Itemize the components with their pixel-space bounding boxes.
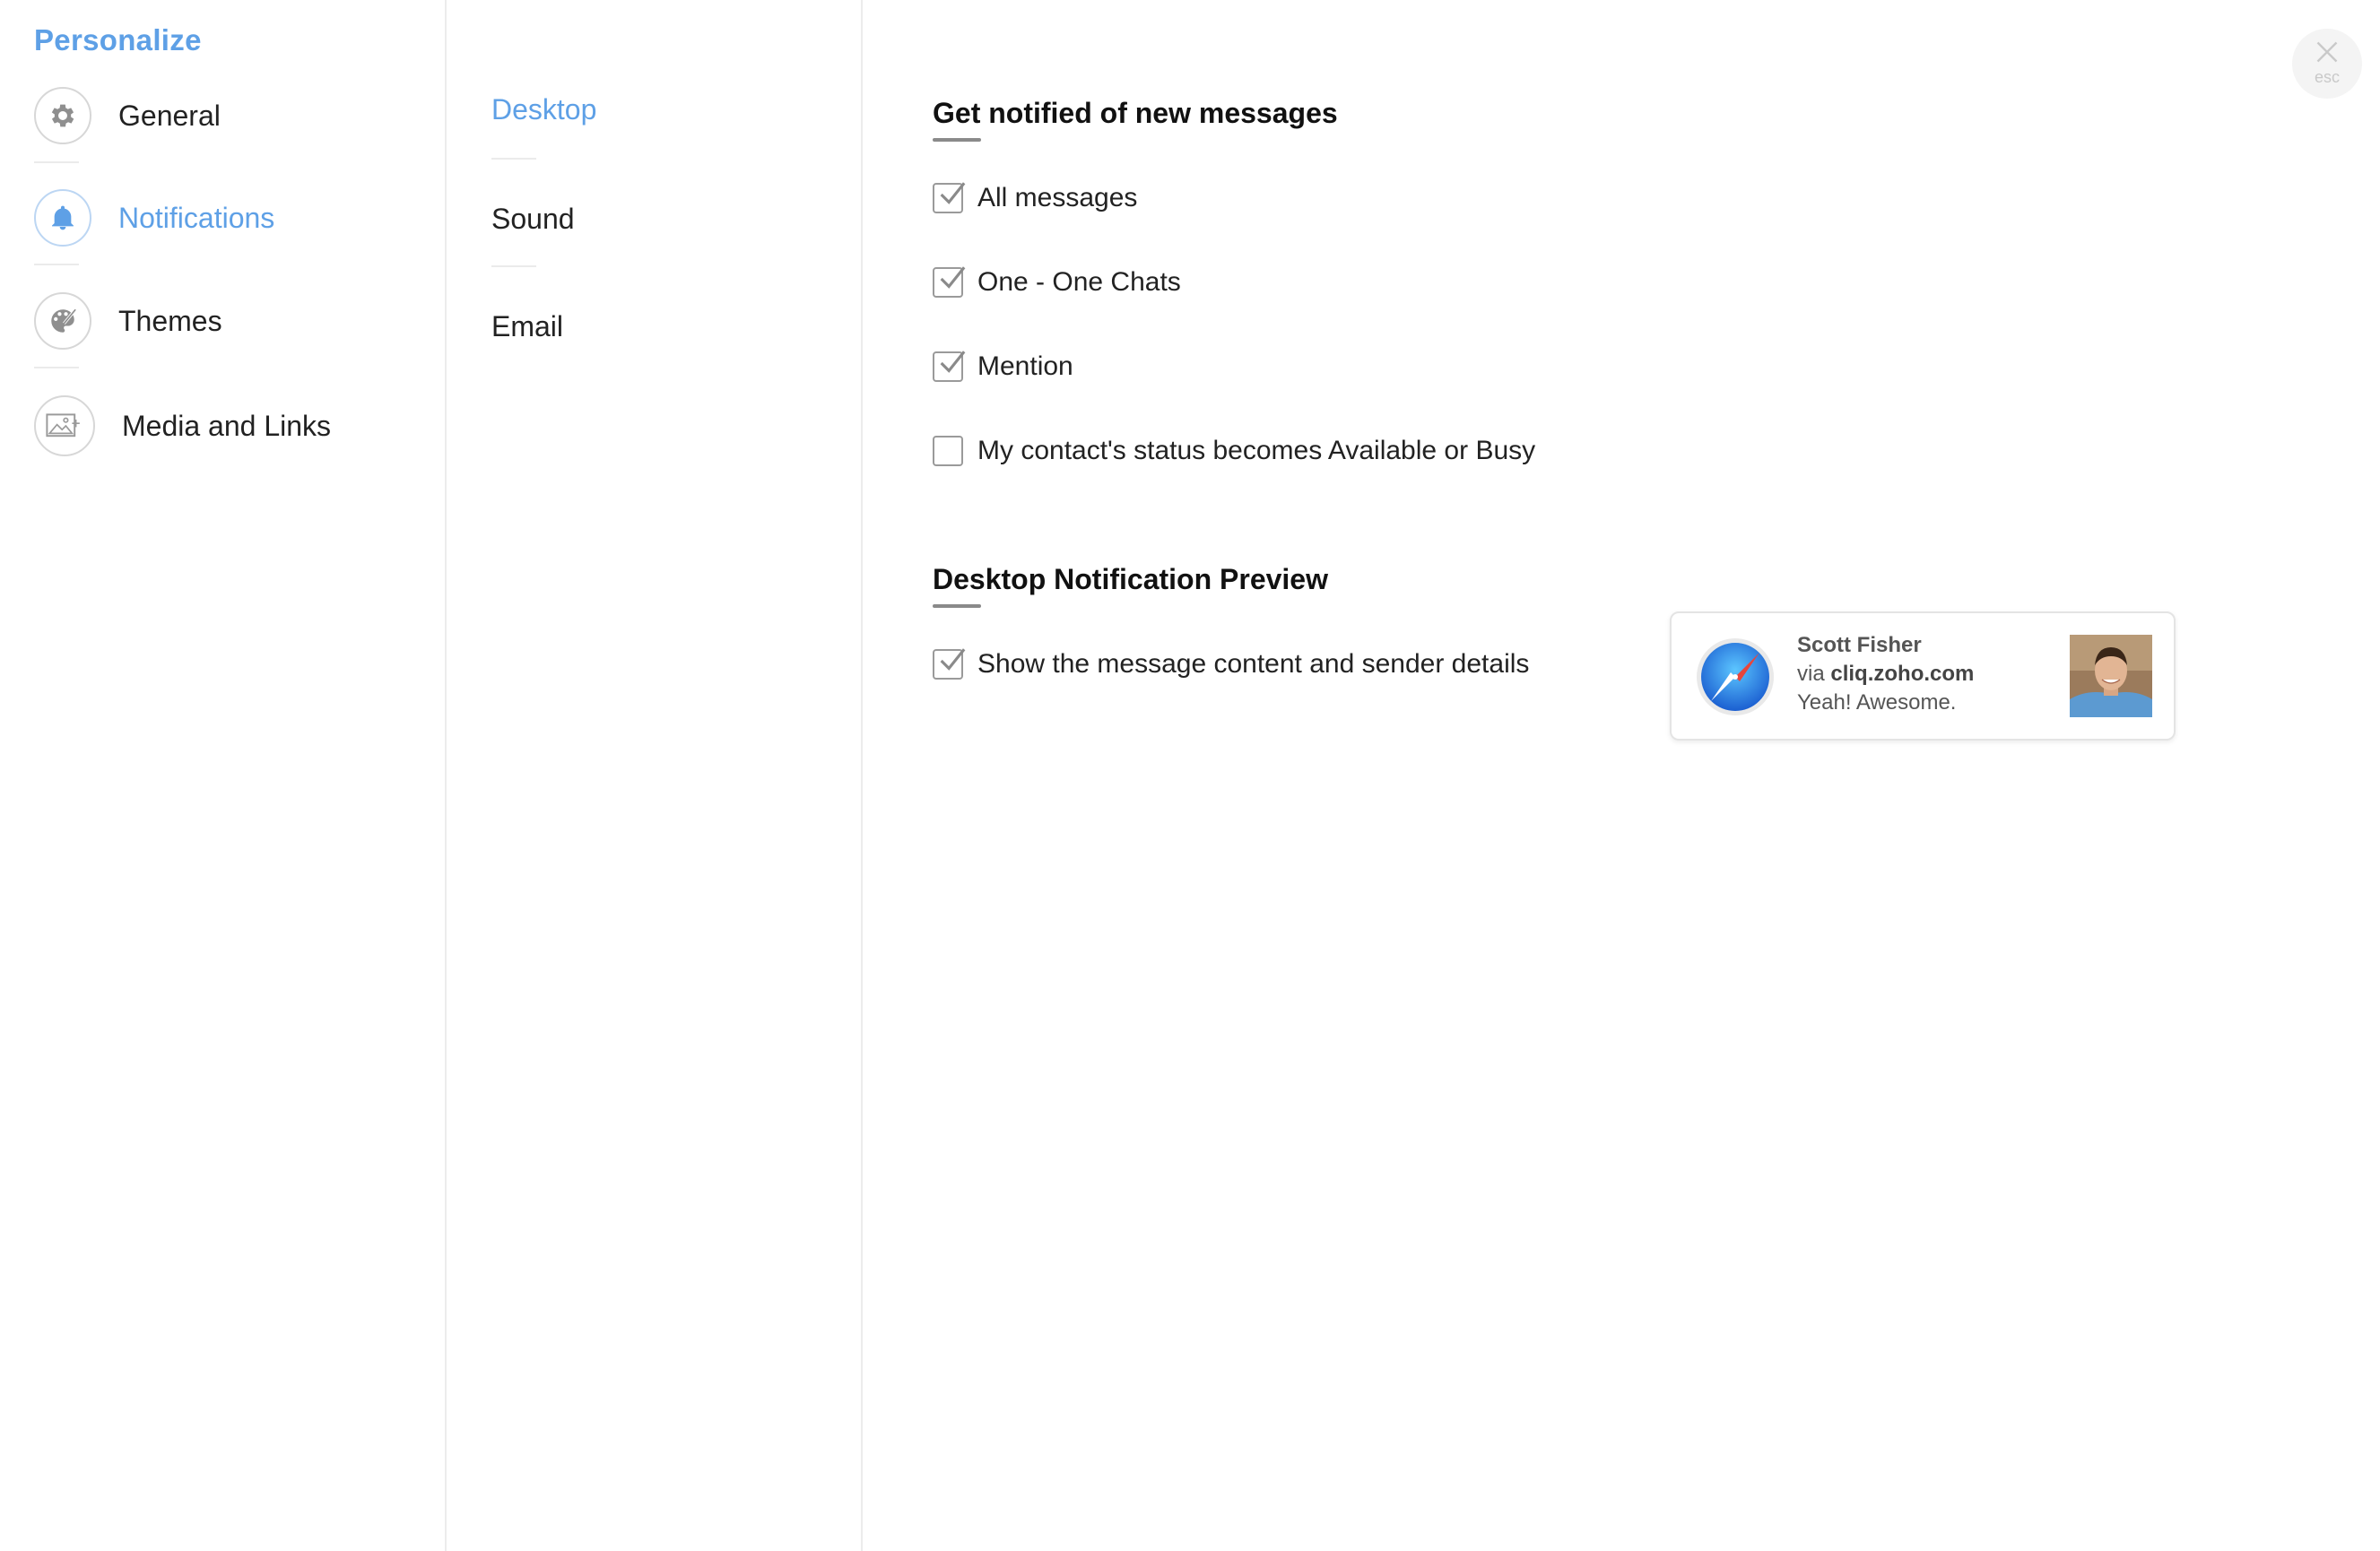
esc-hint: esc — [2314, 68, 2340, 86]
sidebar-title: Personalize — [34, 23, 202, 56]
compass-icon — [1695, 637, 1776, 717]
section-title-preview: Desktop Notification Preview — [933, 563, 1328, 595]
checkbox-checked[interactable] — [933, 183, 963, 213]
preview-text — [1797, 631, 1974, 717]
sidebar-item-themes[interactable] — [34, 290, 429, 352]
via-prefix: via — [1797, 662, 1825, 686]
sidebar-item-label: Themes — [118, 304, 222, 337]
divider — [34, 161, 79, 163]
tab-sound[interactable]: Sound — [491, 203, 575, 235]
notifications-subnav — [447, 0, 863, 1551]
personalize-sidebar — [0, 0, 447, 1551]
close-button[interactable] — [2292, 29, 2362, 99]
image-icon — [34, 395, 95, 456]
option-label: Show the message content and sender details — [977, 649, 1530, 679]
sidebar-item-general[interactable] — [34, 84, 429, 147]
message-preview: Yeah! Awesome. — [1797, 690, 1957, 715]
sidebar-item-media-and-links[interactable] — [34, 394, 429, 457]
bell-icon — [34, 189, 91, 247]
checkbox-checked[interactable] — [933, 649, 963, 680]
option-show-message-content[interactable] — [933, 649, 1529, 680]
option-label: One - One Chats — [977, 267, 1181, 297]
option-label: All messages — [977, 183, 1138, 212]
checkbox-checked[interactable] — [933, 351, 963, 382]
option-contact-status[interactable] — [933, 436, 1535, 466]
sender-name: Scott Fisher — [1797, 633, 1922, 657]
section-title-get-notified: Get notified of new messages — [933, 97, 1338, 129]
notification-preview-card — [1670, 611, 2176, 741]
sender-domain: cliq.zoho.com — [1830, 662, 1975, 686]
sidebar-item-label: General — [118, 99, 221, 132]
option-one-one-chats[interactable] — [933, 267, 1181, 298]
tab-desktop[interactable]: Desktop — [491, 93, 597, 126]
section-underline — [933, 138, 981, 142]
option-label: Mention — [977, 351, 1073, 381]
divider — [491, 158, 536, 160]
option-all-messages[interactable] — [933, 183, 1137, 213]
sidebar-item-label: Media and Links — [122, 409, 332, 442]
checkbox-checked[interactable] — [933, 267, 963, 298]
divider — [491, 265, 536, 267]
section-underline — [933, 604, 981, 608]
checkbox-unchecked[interactable] — [933, 436, 963, 466]
close-icon — [2315, 39, 2340, 69]
divider — [34, 264, 79, 265]
divider — [34, 367, 79, 368]
palette-icon — [34, 292, 91, 350]
sender-via — [1797, 660, 1974, 689]
gear-icon — [34, 87, 91, 144]
avatar — [2070, 635, 2152, 717]
option-label: My contact's status becomes Available or Busy — [977, 436, 1536, 465]
tab-email[interactable]: Email — [491, 310, 564, 342]
sidebar-item-label: Notifications — [118, 201, 275, 234]
notification-settings-panel — [863, 0, 2380, 1551]
option-mention[interactable] — [933, 351, 1073, 382]
sidebar-item-notifications[interactable] — [34, 186, 429, 249]
